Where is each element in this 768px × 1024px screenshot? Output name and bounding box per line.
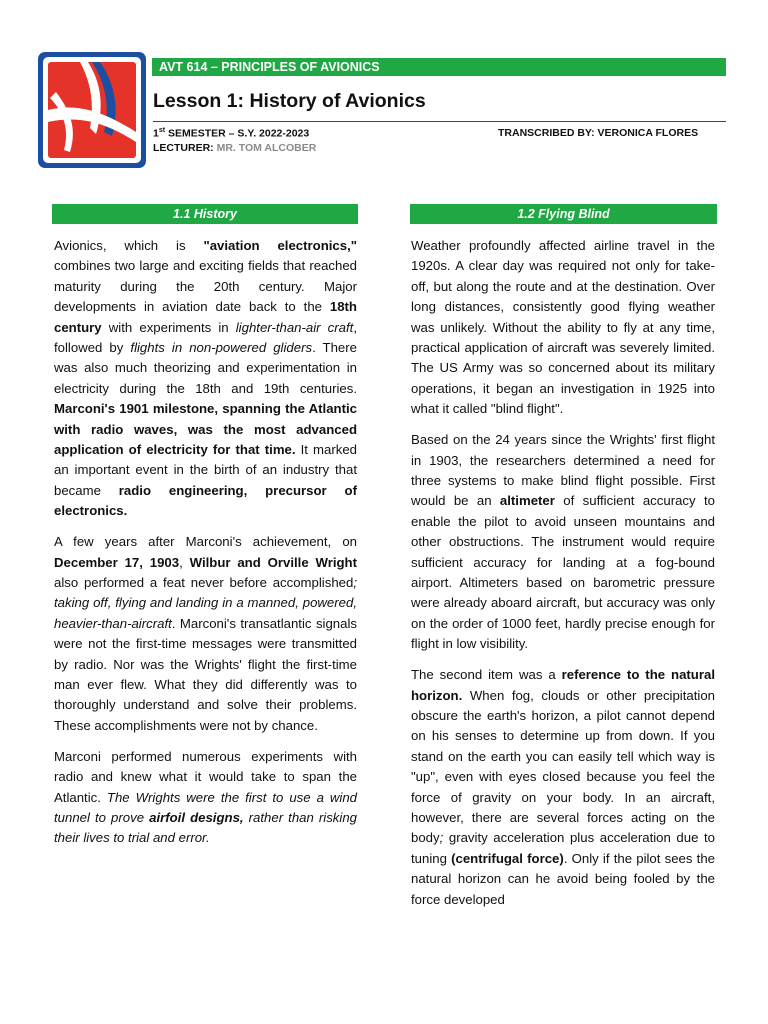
paragraph: Marconi performed numerous experiments with radio and knew what it would take to span the Atlantic. The Wrights were the first to use a wind tunnel to prove airfoil designs, rather than risking their lives to trial and error. [54, 748, 357, 846]
paragraph: Avionics, which is "aviation electronics," combines two large and exciting fields that reached maturity during the 20th century. Major developments in aviation date back to the 18th century with experiments in lighter-than-air craft, followed by flights in non-powered gliders. There was also much theorizing and experimentation in electricity during the 18th and 19th centuries. Marconi's 1901 milestone, spanning the Atlantic with radio waves, was the most advanced application of electricity for that time. It marked an important event in the birth of an industry that became radio engineering, precursor of electronics. [54, 238, 357, 519]
semester-line: 1st SEMESTER – S.Y. 2022-2023 [153, 127, 310, 140]
left-column [54, 236, 357, 859]
university-logo [38, 52, 146, 168]
header-divider [153, 121, 726, 122]
paragraph: A few years after Marconi's achievement, on December 17, 1903, Wilbur and Orville Wright also performed a feat never before accomplished; taking off, flying and landing in a manned, powered, heavier-than-aircraft. Marconi's transatlantic signals were not the first-time messages were transmitted by radio. Nor was the Wrights' flight the first-time man ever flew. What they did differently was to thoroughly understand and solve their problems. These accomplishments were not by chance. [54, 534, 357, 733]
section-heading-flying-blind: 1.2 Flying Blind [410, 204, 717, 224]
paragraph: Weather profoundly affected airline travel in the 1920s. A clear day was required not only for take-off, but along the route and at the destination. Over long distances, consistently good flying weather was unlikely. Without the ability to fly at any time, practical application of aircraft was severely limited. The US Army was so concerned about its military operations, it began an investigation in 1925 into what it called "blind flight". [411, 238, 715, 417]
transcriber-line: TRANSCRIBED BY: VERONICA FLORES [498, 127, 699, 139]
course-banner: AVT 614 – PRINCIPLES OF AVIONICS [152, 58, 726, 76]
section-heading-history: 1.1 History [52, 204, 358, 224]
paragraph: The second item was a reference to the natural horizon. When fog, clouds or other precipitation obscure the earth's horizon, a pilot cannot depend on his senses to determine up from down. If you stand on the earth you can easily tell which way is "up", even with eyes closed because you feel the force of gravity on your body. In an aircraft, however, there are several forces acting on the body; gravity acceleration plus acceleration due to tuning (centrifugal force). Only if the pilot sees the natural horizon can he avoid being fooled by the force developed [411, 667, 715, 907]
page-title: Lesson 1: History of Avionics [153, 90, 426, 112]
paragraph: Based on the 24 years since the Wrights' first flight in 1903, the researchers determined a need for three systems to make blind flight possible. First would be an altimeter of sufficient accuracy to enable the pilot to avoid unseen mountains and other obstructions. The instrument would require sufficient accuracy for landing at a fog-bound airport. Altimeters based on barometric pressure were already aboard aircraft, but accuracy was only on the order of 1000 feet, hardly precise enough for flight in low visibility. [411, 432, 715, 652]
lecturer-line: LECTURER: MR. TOM ALCOBER [153, 142, 317, 154]
right-column [411, 236, 715, 921]
